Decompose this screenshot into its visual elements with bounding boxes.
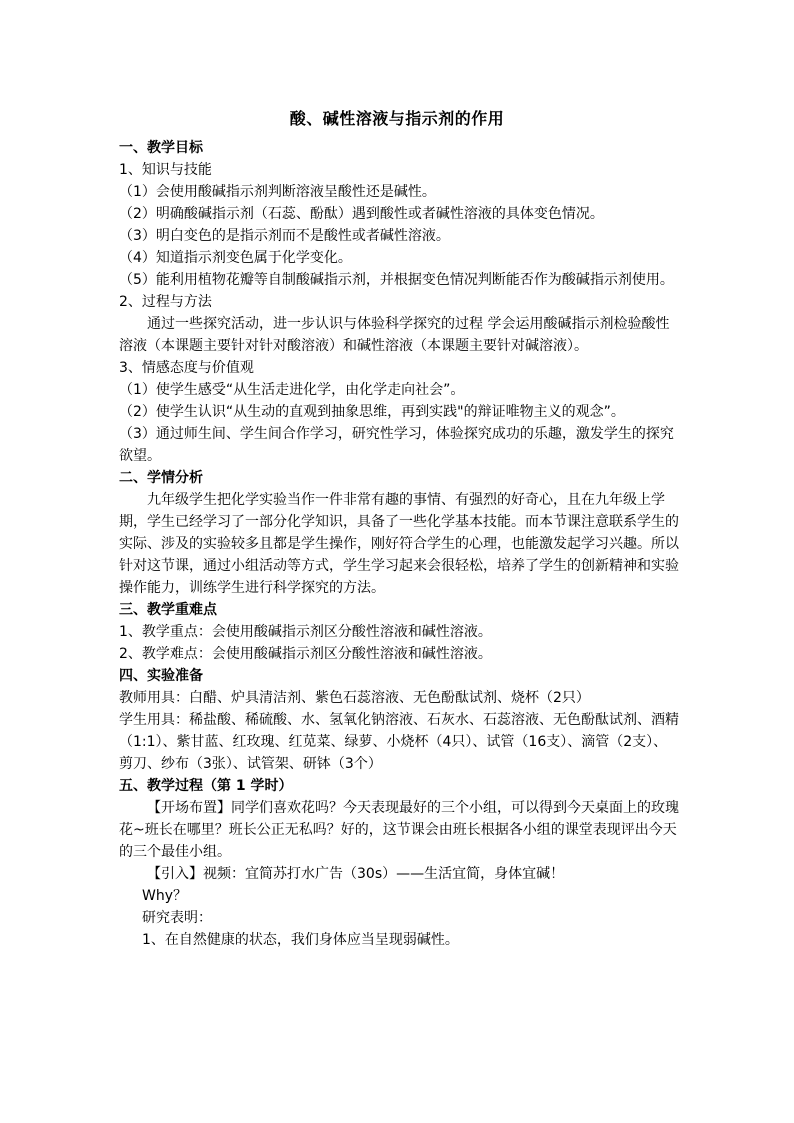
process-paragraph: 通过一些探究活动，进一步认识与体验科学探究的过程 学会运用酸碱指示剂检验酸性溶液（本课题主要针对针对酸溶液）和碱性溶液（本课题主要针对碱溶液）。 [119, 316, 670, 354]
opening-paragraph: 【开场布置】同学们喜欢花吗？今天表现最好的三个小组，可以得到今天桌面上的玫瑰花~班长在哪里？班长公正无私吗？好的，这节课会由班长根据各小组的课堂表现评出今天的三个最佳小组。 [119, 800, 679, 860]
research-line: 研究表明： [142, 910, 212, 926]
subheading-knowledge: 1、知识与技能 [119, 162, 212, 178]
research-item-1: 1、在自然健康的状态，我们身体应当呈现弱碱性。 [142, 932, 459, 948]
why-line: Why？ [142, 888, 188, 904]
document-title: 酸、碱性溶液与指示剂的作用 [289, 109, 505, 128]
section-heading-analysis: 二、学情分析 [119, 470, 203, 486]
section-heading-process: 五、教学过程（第 1 学时） [119, 778, 293, 794]
section-heading-goals: 一、教学目标 [119, 140, 203, 156]
key-point-1: 1、教学重点：会使用酸碱指示剂区分酸性溶液和碱性溶液。 [119, 624, 492, 640]
attitude-item-2: （2）使学生认识“从生动的直观到抽象思维，再到实践"的辩证唯物主义的观念”。 [119, 404, 625, 420]
document-body [119, 137, 679, 951]
intro-line: 【引入】视频：宜简苏打水广告（30s）——生活宜简，身体宜碱！ [147, 866, 565, 882]
goal-item-3: （3）明白变色的是指示剂而不是酸性或者碱性溶液。 [119, 228, 450, 244]
section-heading-key-points: 三、教学重难点 [119, 602, 217, 618]
goal-item-4: （4）知道指示剂变色属于化学变化。 [119, 250, 352, 266]
goal-item-1: （1）会使用酸碱指示剂判断溶液呈酸性还是碱性。 [119, 184, 436, 200]
section-heading-preparation: 四、实验准备 [119, 668, 203, 684]
attitude-item-3: （3）通过师生间、学生间合作学习，研究性学习，体验探究成功的乐趣，激发学生的探究欲望。 [119, 426, 674, 464]
analysis-paragraph: 九年级学生把化学实验当作一件非常有趣的事情、有强烈的好奇心，且在九年级上学期，学生已经学习了一部分化学知识，具备了一些化学基本技能。而本节课注意联系学生的实际、涉及的实验较多且都是学生操作，刚好符合学生的心理，也能激发起学习兴趣。所以针对这节课，通过小组活动等方式，学生学习起来会很轻松，培养了学生的创新精神和实验操作能力，训练学生进行科学探究的方法。 [119, 492, 679, 596]
subheading-process: 2、过程与方法 [119, 294, 212, 310]
goal-item-5: （5）能利用植物花瓣等自制酸碱指示剂，并根据变色情况判断能否作为酸碱指示剂使用。 [119, 272, 674, 288]
attitude-item-1: （1）使学生感受“从生活走进化学，由化学走向社会”。 [119, 382, 465, 398]
goal-item-2: （2）明确酸碱指示剂（石蕊、酚酞）遇到酸性或者碱性溶液的具体变色情况。 [119, 206, 604, 222]
teacher-materials: 教师用具：白醋、炉具清洁剂、紫色石蕊溶液、无色酚酞试剂、烧杯（2只） [119, 690, 590, 706]
key-point-2: 2、教学难点：会使用酸碱指示剂区分酸性溶液和碱性溶液。 [119, 646, 492, 662]
subheading-attitude: 3、情感态度与价值观 [119, 360, 254, 376]
student-materials: 学生用具：稀盐酸、稀硫酸、水、氢氧化钠溶液、石灰水、石蕊溶液、无色酚酞试剂、酒精（1:1）、紫甘蓝、红玫瑰、红苋菜、绿萝、小烧杯（4只）、试管（16支）、滴管（2支）、剪刀、纱布（3张）、试管架、研钵（3个） [119, 712, 679, 772]
